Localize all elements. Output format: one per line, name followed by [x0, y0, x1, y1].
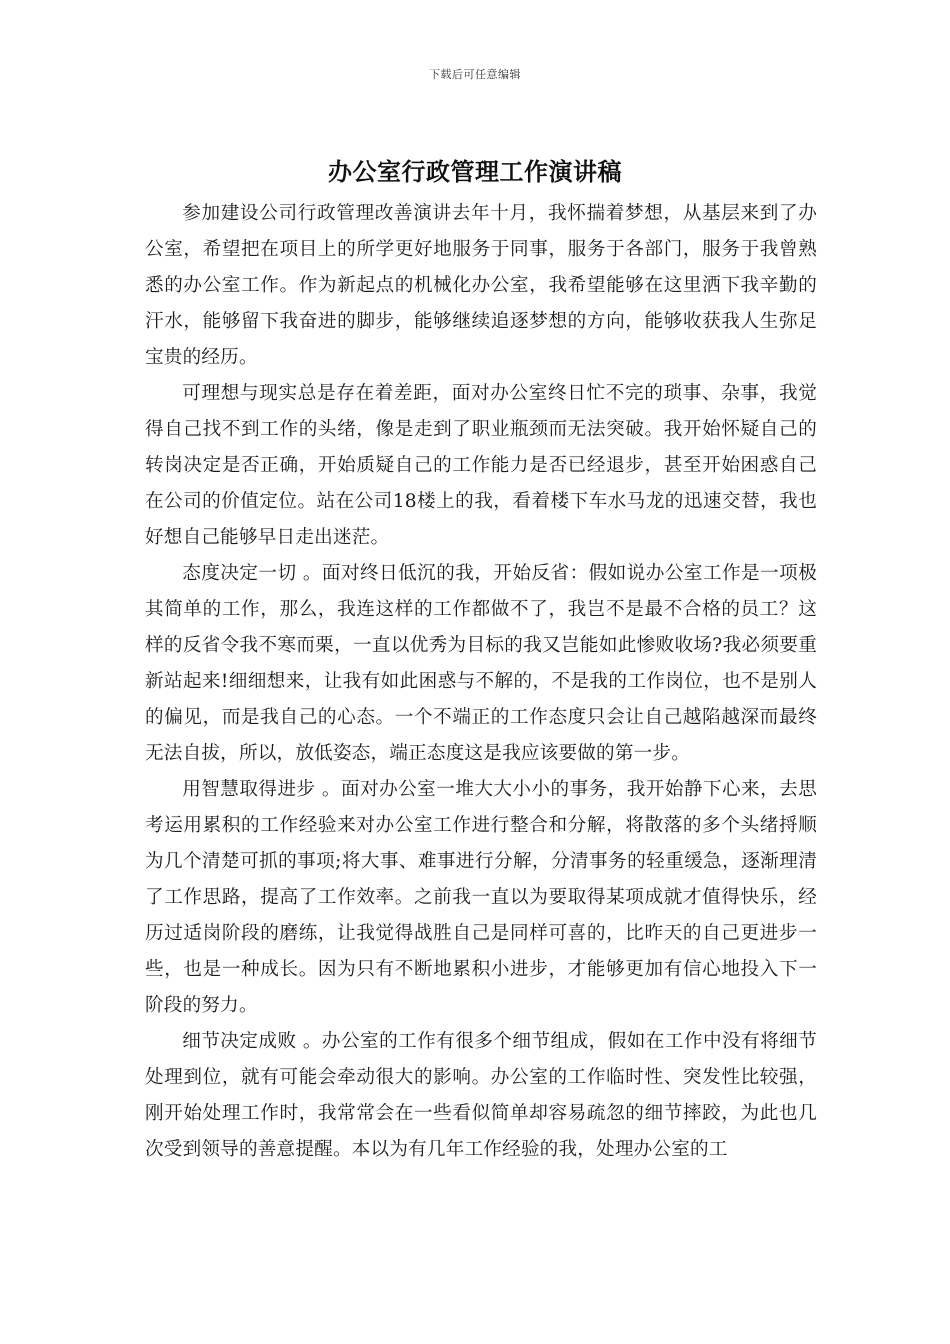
- document-title: 办公室行政管理工作演讲稿: [328, 157, 622, 186]
- paragraph-1: 参加建设公司行政管理改善演讲去年十月，我怀揣着梦想，从基层来到了办公室，希望把在项目上的所学更好地服务于同事，服务于各部门，服务于我曾熟悉的办公室工作。作为新起点的机械化办公室，我希望能够在这里洒下我辛勤的汗水，能够留下我奋进的脚步，能够继续追逐梦想的方向，能够收获我人生弥足宝贵的经历。: [145, 203, 817, 368]
- paragraph-5: 细节决定成败 。办公室的工作有很多个细节组成，假如在工作中没有将细节处理到位，就有可能会牵动很大的影响。办公室的工作临时性、突发性比较强，刚开始处理工作时，我常常会在一些看似简单却容易疏忽的细节摔跤，为此也几次受到领导的善意提醒。本以为有几年工作经验的我，处理办公室的工: [145, 1031, 817, 1160]
- document-body: [145, 196, 817, 1168]
- paragraph-2: 可理想与现实总是存在着差距，面对办公室终日忙不完的琐事、杂事，我觉得自己找不到工作的头绪，像是走到了职业瓶颈而无法突破。我开始怀疑自己的转岗决定是否正确，开始质疑自己的工作能力是否已经退步，甚至开始困惑自己在公司的价值定位。站在公司18楼上的我，看着楼下车水马龙的迅速交替，我也好想自己能够早日走出迷茫。: [145, 383, 817, 548]
- header-note: 下载后可任意编辑: [429, 68, 521, 81]
- paragraph-3: 态度决定一切 。面对终日低沉的我，开始反省：假如说办公室工作是一项极其简单的工作，那么，我连这样的工作都做不了，我岂不是最不合格的员工？这样的反省令我不寒而栗，一直以优秀为目标的我又岂能如此惨败收场?我必须要重新站起来!细细想来，让我有如此困惑与不解的，不是我的工作岗位，也不是别人的偏见，而是我自己的心态。一个不端正的工作态度只会让自己越陷越深而最终无法自拔，所以，放低姿态，端正态度这是我应该要做的第一步。: [145, 563, 817, 764]
- paragraph-4: 用智慧取得进步 。面对办公室一堆大大小小的事务，我开始静下心来，去思考运用累积的工作经验来对办公室工作进行整合和分解，将散落的多个头绪捋顺为几个清楚可抓的事项;将大事、难事进行分解，分清事务的轻重缓急，逐渐理清了工作思路，提高了工作效率。之前我一直以为要取得某项成就才值得快乐，经历过适岗阶段的磨练，让我觉得战胜自己是同样可喜的，比昨天的自己更进步一些，也是一种成长。因为只有不断地累积小进步，才能够更加有信心地投入下一阶段的努力。: [145, 779, 817, 1016]
